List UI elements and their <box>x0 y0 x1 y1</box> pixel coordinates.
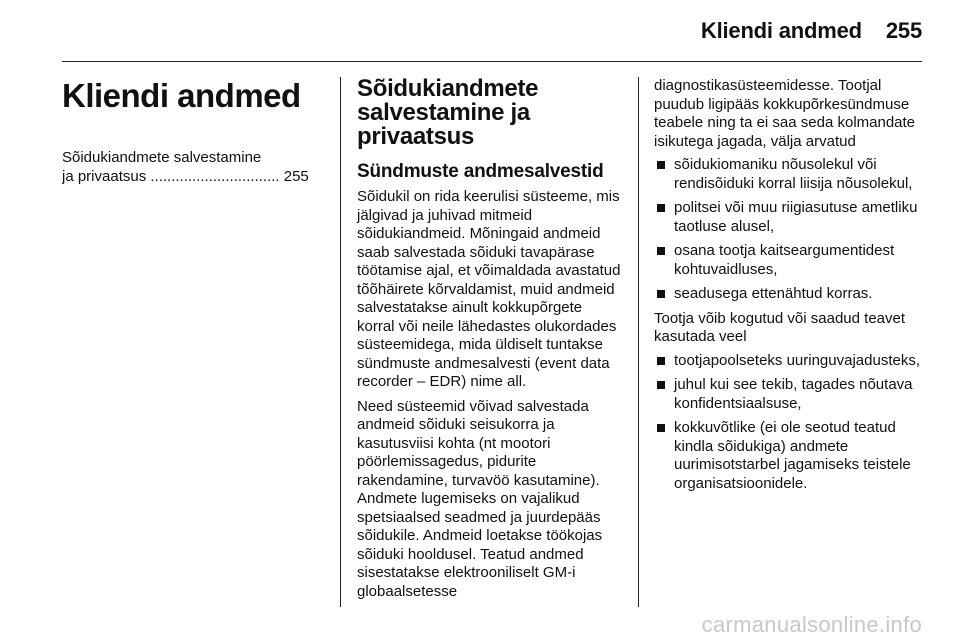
section-subtitle: Sündmuste andmesalvestid <box>357 161 604 182</box>
list-item <box>654 199 926 236</box>
section-paragraph-2: Need süsteemid võivad salvestada andmeid sõiduki seisukorra ja kasutusviisi kohta (nt mootori pöörlemissagedus, pidurite rakendamine, turvavöö kasutamine). Andmete lugemiseks on vajalikud spetsiaalsed seadmed ja juurdepääs sõidukile. Andmeid loetakse töökojas sõiduki hooldusel. Teatud andmed sisestatakse elektrooniliselt GM-i globaalsetesse <box>357 397 603 600</box>
square-bullet-icon <box>657 247 665 255</box>
col3-paragraph-2: Tootja võib kogutud või saadud teavet kasutada veel <box>654 309 906 345</box>
bullet-list-1 <box>654 156 926 304</box>
list-item <box>654 352 926 371</box>
bullet-list-2 <box>654 352 926 494</box>
page-number: 255 <box>885 18 922 43</box>
square-bullet-icon <box>657 357 665 365</box>
column-divider-2 <box>638 77 639 607</box>
table-of-contents <box>62 149 324 186</box>
toc-entry-line1[interactable]: Sõidukiandmete salvestamine <box>62 149 262 166</box>
column-divider-1 <box>340 77 341 607</box>
list-item-text: sõidukiomaniku nõusolekul või rendisõiduki korral liisija nõusolekul, <box>674 156 913 192</box>
toc-entry-line2[interactable]: ja privaatsus ............................... 255 <box>62 167 309 185</box>
list-item-text: kokkuvõtlike (ei ole seotud teatud kindla sõidukiga) andmete uurimisotstarbel jagamiseks teistele organisatsioonidele. <box>674 419 911 492</box>
square-bullet-icon <box>657 424 665 432</box>
list-item-text: tootjapoolseteks uuringuvajadusteks, <box>674 351 920 369</box>
watermark: carmanualsonline.info <box>701 612 922 637</box>
chapter-column <box>62 77 324 186</box>
running-header <box>701 18 922 44</box>
col3-paragraph-1: diagnostikasüsteemidesse. Tootjal puudub ligipääs kokkupõrkesündmuse teabele ning ta ei saa seda kolmandate isikutega jagada, välja arvatud <box>654 77 916 150</box>
list-item <box>654 242 926 279</box>
list-item <box>654 376 926 413</box>
section-column <box>357 77 623 607</box>
square-bullet-icon <box>657 161 665 169</box>
list-item-text: seadusega ettenähtud korras. <box>674 285 873 302</box>
list-item-text: politsei või muu riigiasutuse ametliku taotluse alusel, <box>674 199 918 235</box>
section-paragraph-1: Sõidukil on rida keerulisi süsteeme, mis jälgivad ja juhivad mitmeid sõidukiandmeid. Mõningaid andmeid saab salvestada sõiduki tavapärase töötamise ajal, et võimaldada avastatud tõõhäirete kõrvaldamist, muid andmeid salvestatakse ainult kokkupõrgete korral või neile lähedastes olukordades süsteemidega, mida üldiselt tuntakse sündmuste andmesalvesti (event data recorder – EDR) nime all. <box>357 188 621 390</box>
chapter-title: Kliendi andmed <box>62 77 301 114</box>
list-item <box>654 285 926 304</box>
continuation-column <box>654 77 926 499</box>
section-title: Sõidukiandmete salvestamine ja privaatsus <box>357 75 539 150</box>
list-item <box>654 156 926 193</box>
square-bullet-icon <box>657 381 665 389</box>
list-item-text: osana tootja kaitseargumentidest kohtuvaidluses, <box>674 242 895 278</box>
list-item <box>654 419 926 493</box>
list-item-text: juhul kui see tekib, tagades nõutava konfidentsiaalsuse, <box>674 376 913 412</box>
square-bullet-icon <box>657 204 665 212</box>
header-rule <box>62 61 922 62</box>
square-bullet-icon <box>657 290 665 298</box>
header-title: Kliendi andmed <box>700 18 862 43</box>
